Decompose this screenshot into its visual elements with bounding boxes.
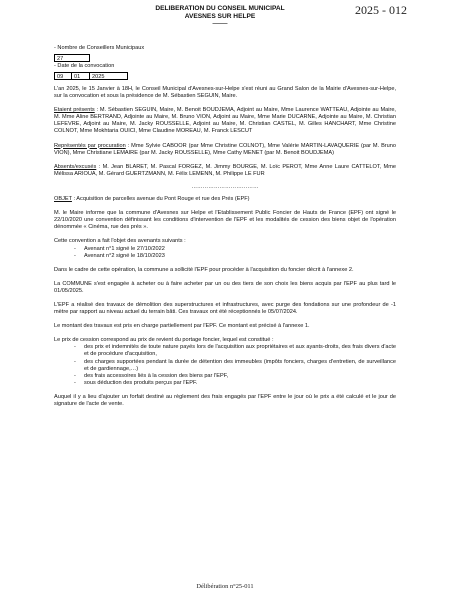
proxies-label: Représentés par procuration: [54, 142, 126, 149]
proxies-text: : Mme Sylvie CABOOR (par Mme Christine COLNOT), Mme Valérie MARTIN-LAVAQUERIE (par M. Bruno VION), Mme Christiane LEMAIRE (par M. Jacky ROUSSELLE), Mme Cathy MENET (par M. Benoit BOUDJEMA): [54, 142, 396, 156]
list-item: - des prix et indemnités de toute nature payés lors de l'acquisition aux propriétaires et aux ayants-droits, des frais divers d'acte et de procédure d'acquisition,: [70, 344, 396, 358]
presents-text: : M. Sébastien SEGUIN, Maire, M. Benoit BOUDJEMA, Adjoint au Maire, Mme Laurence WATTEAU, Adjointe au Maire, M. Mme Aline BERTRAND, Adjointe au Maire, M. Bruno VION, Adjoint au Maire, Mme Marie DUCARNE, Adjointe au Maire, M. Christian LEFEVRE, Adjoint au Maire, M. Jacky ROUSSELLE, Adjoint au Maire, M. Christian CASTEL, M. Gilles HANCHART, Mme Christine COLNOT, Mme Mokhtaria OUICI, Mme Claudine MOREAU, M. Franck LESCUT: [54, 107, 396, 135]
list-item: - Avenant n°1 signé le 27/10/2022: [70, 246, 396, 253]
list-item: - sous déduction des produits perçus par l'EPF.: [70, 380, 396, 387]
objet-line: [54, 196, 396, 203]
convocation-date-label: - Date de la convocation: [54, 63, 115, 69]
price-items-list: [70, 344, 396, 387]
convocation-month: 01: [72, 72, 90, 80]
absents-label: Absents/excusés: [54, 163, 97, 170]
convocation-day: 09: [54, 72, 72, 80]
document-body: [54, 86, 396, 408]
header-line2: AVESNES SUR HELPE: [184, 13, 256, 20]
paragraph-forfait: Auquel il y a lieu d'ajouter un forfait destiné au règlement des frais engagés par l'EPF entre le jour où le prix a été calculé et le jour de signature de l'acte de vente.: [54, 393, 396, 407]
presents-label: Etaient présents: [54, 107, 95, 114]
avenants-list: [70, 246, 396, 260]
header-line3: ———: [212, 21, 228, 27]
separator: ………………………………: [191, 183, 259, 190]
paragraph-price: Le prix de cession correspond au prix de revient du portage foncier, lequel est constitué :: [54, 337, 274, 344]
councillors-count-label: - Nombre de Conseillers Municipaux: [54, 45, 145, 51]
page-footer: Délibération n°25-011: [196, 583, 254, 590]
objet-text: : Acquisition de parcelles avenue du Pont Rouge et rue des Prés (EPF): [71, 196, 250, 203]
paragraph-avenants-intro: Cette convention a fait l'objet des avenants suivants :: [54, 238, 186, 245]
paragraph-convention: M. le Maire informe que la commune d'Avesnes sur Helpe et l'Etablissement Public Foncier de Hauts de France (EPF) ont signé le 22/10/2020 une convention définissant les conditions d'intervention de l'EPF et les modalités de cession des biens objet de l'opération dénommée « Cinéma, rue des prés ».: [54, 210, 396, 231]
objet-label: OBJET: [54, 196, 72, 203]
absents-text: : M. Jean BLARET, M. Pascal FORGEZ, M. Jimmy BOURGE, M. Loïc PEROT, Mme Anne Laure CATTELOT, Mme Mélissa ARIOUA, M. Gérard GUERTZMANN, M. Félix LEMENN, M. Philippe LE FUR: [54, 163, 396, 177]
list-item: - Avenant n°2 signé le 18/10/2023: [70, 253, 396, 260]
paragraph-funding: Le montant des travaux est pris en charge partiellement par l'EPF. Ce montant est précisé à l'annexe 1.: [54, 323, 310, 330]
councillors-count-value: 27: [54, 54, 90, 62]
list-item: - des charges supportées pendant la durée de détention des immeubles (impôts fonciers, charges d'entretien, de surveillance et de gardiennage,…): [70, 359, 396, 373]
absents-paragraph: [54, 164, 396, 178]
presents-paragraph: [54, 107, 396, 135]
list-item: - des frais accessoires liés à la cession des biens par l'EPF,: [70, 373, 396, 380]
convocation-year: 2025: [90, 72, 128, 80]
paragraph-commitment: La COMMUNE s'est engagée à acheter ou à faire acheter par un ou des tiers de son choix les biens acquis par l'EPF au plus tard le 01/05/2025.: [54, 280, 396, 294]
header-title: [130, 5, 310, 27]
intro-paragraph: L'an 2025, le 15 Janvier à 18H, le Conseil Municipal d'Avesnes-sur-Helpe s'est réuni au Grand Salon de la Mairie d'Avesnes-sur-Helpe, sur la convocation et sous la présidence de M. Sébastien SEGUIN, Maire.: [54, 86, 396, 100]
paragraph-request: Dans le cadre de cette opération, la commune a sollicité l'EPF pour procéder à l'acquisition du foncier décrit à l'annexe 2.: [54, 266, 354, 273]
paragraph-works: L'EPF a réalisé des travaux de démolition des superstructures et infrastructures, avec purge des fondations sur une profondeur de -1 mètre par rapport au niveau actuel du terrain bâti. Ces travaux ont été réceptionnés le 05/07/2024.: [54, 301, 396, 316]
header-line1: DELIBERATION DU CONSEIL MUNICIPAL: [155, 5, 285, 12]
deliberation-number: 2025 - 012: [355, 3, 407, 17]
proxies-paragraph: [54, 143, 396, 157]
